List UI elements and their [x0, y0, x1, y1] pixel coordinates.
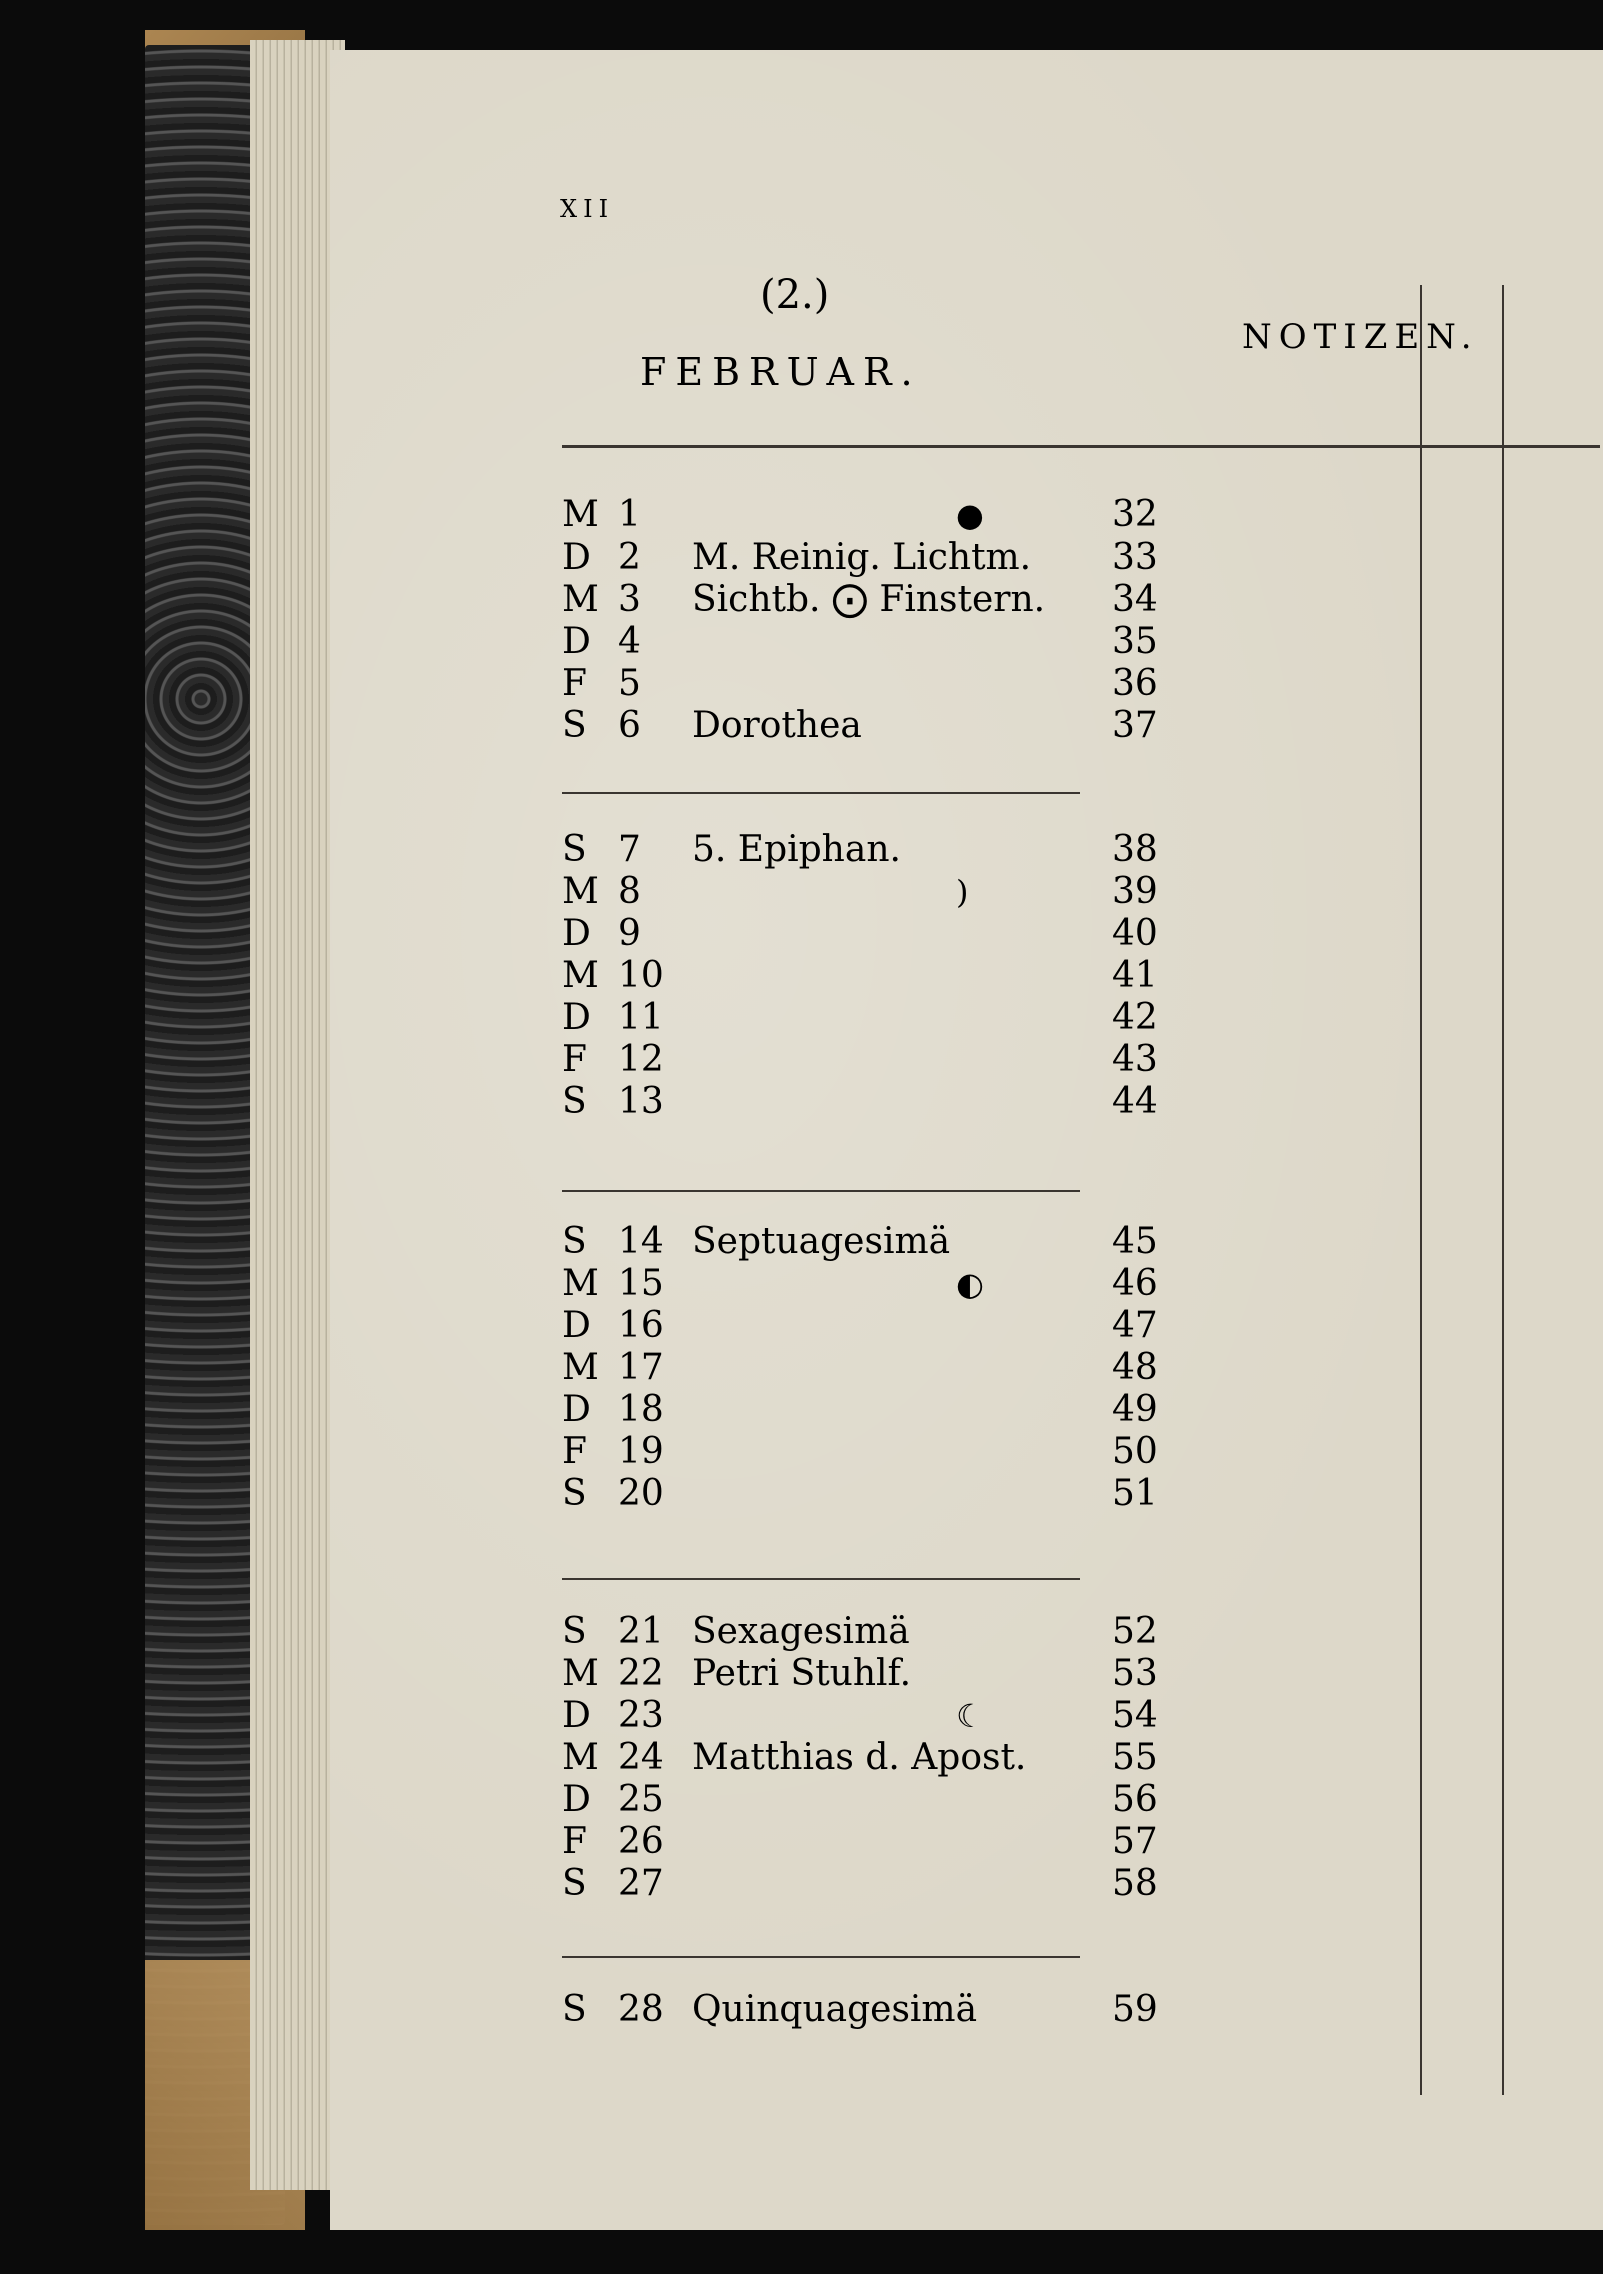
day-cell: 27 [618, 1863, 664, 1904]
weekday-cell: D [562, 913, 591, 954]
day-cell: 22 [618, 1653, 664, 1694]
weekday-cell: M [562, 1263, 599, 1304]
calendar-row [562, 956, 1162, 996]
day-of-year-cell: 56 [1112, 1779, 1158, 1820]
day-of-year-cell: 41 [1112, 955, 1158, 996]
day-cell: 8 [618, 871, 641, 912]
day-cell: 14 [618, 1221, 664, 1262]
day-cell: 4 [618, 621, 641, 662]
day-cell: 26 [618, 1821, 664, 1862]
header-rule [562, 445, 1600, 448]
day-cell: 28 [618, 1989, 664, 2030]
day-of-year-cell: 40 [1112, 913, 1158, 954]
calendar-row [562, 1612, 1162, 1652]
calendar-row [562, 1990, 1162, 2030]
notes-header: NOTIZEN. [1242, 317, 1479, 357]
event-cell: Sichtb. ⨀ Finstern. [692, 579, 1046, 620]
day-cell: 5 [618, 663, 641, 704]
day-of-year-cell: 58 [1112, 1863, 1158, 1904]
weekday-cell: D [562, 997, 591, 1038]
weekday-cell: D [562, 1305, 591, 1346]
calendar-row [562, 1390, 1162, 1430]
calendar-row [562, 1696, 1162, 1736]
day-of-year-cell: 34 [1112, 579, 1158, 620]
day-of-year-cell: 44 [1112, 1081, 1158, 1122]
day-cell: 12 [618, 1039, 664, 1080]
calendar-row [562, 1306, 1162, 1346]
calendar-row [562, 1040, 1162, 1080]
weekday-cell: M [562, 871, 599, 912]
day-cell: 16 [618, 1305, 664, 1346]
weekday-cell: F [562, 663, 587, 704]
day-cell: 6 [618, 705, 641, 746]
weekday-cell: S [562, 1863, 587, 1904]
day-of-year-cell: 45 [1112, 1221, 1158, 1262]
day-of-year-cell: 42 [1112, 997, 1158, 1038]
page-folio: XII [560, 195, 615, 223]
column-rule-left [1420, 285, 1422, 2095]
event-cell: 5. Epiphan. [692, 829, 901, 870]
moon-phase-icon: ) [956, 873, 969, 911]
day-of-year-cell: 38 [1112, 829, 1158, 870]
day-of-year-cell: 47 [1112, 1305, 1158, 1346]
weekday-cell: M [562, 494, 599, 535]
day-of-year-cell: 48 [1112, 1347, 1158, 1388]
calendar-row [562, 1654, 1162, 1694]
day-cell: 3 [618, 579, 641, 620]
calendar-row [562, 538, 1162, 578]
weekday-cell: D [562, 537, 591, 578]
day-of-year-cell: 39 [1112, 871, 1158, 912]
event-cell: Petri Stuhlf. [692, 1653, 912, 1694]
day-of-year-cell: 50 [1112, 1431, 1158, 1472]
day-of-year-cell: 49 [1112, 1389, 1158, 1430]
weekday-cell: F [562, 1821, 587, 1862]
day-of-year-cell: 43 [1112, 1039, 1158, 1080]
event-cell: Dorothea [692, 705, 862, 746]
weekday-cell: M [562, 1347, 599, 1388]
calendar-row [562, 1738, 1162, 1778]
week-separator [562, 1190, 1080, 1192]
weekday-cell: F [562, 1431, 587, 1472]
event-cell: Septuagesimä [692, 1221, 951, 1262]
calendar-row [562, 1474, 1162, 1514]
calendar-row [562, 664, 1162, 704]
day-of-year-cell: 33 [1112, 537, 1158, 578]
column-rule-right [1502, 285, 1504, 2095]
calendar-row [562, 1264, 1162, 1304]
week-separator [562, 1578, 1080, 1580]
calendar-row [562, 1432, 1162, 1472]
day-cell: 17 [618, 1347, 664, 1388]
day-cell: 11 [618, 997, 664, 1038]
day-of-year-cell: 46 [1112, 1263, 1158, 1304]
weekday-cell: S [562, 1611, 587, 1652]
weekday-cell: S [562, 829, 587, 870]
day-cell: 10 [618, 955, 664, 996]
day-cell: 21 [618, 1611, 664, 1652]
week-separator [562, 1956, 1080, 1958]
day-of-year-cell: 35 [1112, 621, 1158, 662]
day-of-year-cell: 54 [1112, 1695, 1158, 1736]
weekday-cell: S [562, 1989, 587, 2030]
weekday-cell: F [562, 1039, 587, 1080]
day-cell: 13 [618, 1081, 664, 1122]
day-of-year-cell: 37 [1112, 705, 1158, 746]
weekday-cell: S [562, 1473, 587, 1514]
week-separator [562, 792, 1080, 794]
calendar-row [562, 622, 1162, 662]
weekday-cell: M [562, 955, 599, 996]
month-title: FEBRUAR. [640, 350, 922, 394]
event-cell: Quinquagesimä [692, 1989, 978, 2030]
calendar-row [562, 872, 1162, 912]
day-cell: 2 [618, 537, 641, 578]
calendar-row [562, 1222, 1162, 1262]
day-of-year-cell: 53 [1112, 1653, 1158, 1694]
calendar-row [562, 914, 1162, 954]
month-number: (2.) [760, 272, 830, 318]
day-cell: 23 [618, 1695, 664, 1736]
moon-phase-icon: ◐ [956, 1265, 984, 1303]
weekday-cell: M [562, 579, 599, 620]
day-of-year-cell: 51 [1112, 1473, 1158, 1514]
weekday-cell: D [562, 1695, 591, 1736]
weekday-cell: S [562, 1221, 587, 1262]
day-of-year-cell: 57 [1112, 1821, 1158, 1862]
day-of-year-cell: 52 [1112, 1611, 1158, 1652]
event-cell: Sexagesimä [692, 1611, 910, 1652]
calendar-row [562, 1822, 1162, 1862]
day-cell: 7 [618, 829, 641, 870]
calendar-row [562, 495, 1162, 535]
day-cell: 20 [618, 1473, 664, 1514]
weekday-cell: S [562, 1081, 587, 1122]
day-cell: 25 [618, 1779, 664, 1820]
weekday-cell: D [562, 621, 591, 662]
event-cell: Matthias d. Apost. [692, 1737, 1027, 1778]
event-cell: M. Reinig. Lichtm. [692, 537, 1032, 578]
weekday-cell: S [562, 705, 587, 746]
day-of-year-cell: 32 [1112, 494, 1158, 535]
moon-phase-icon: ☾ [956, 1697, 985, 1735]
day-cell: 9 [618, 913, 641, 954]
day-cell: 19 [618, 1431, 664, 1472]
calendar-row [562, 998, 1162, 1038]
day-of-year-cell: 36 [1112, 663, 1158, 704]
calendar-row [562, 580, 1162, 620]
moon-phase-icon: ● [956, 496, 984, 534]
calendar-row [562, 1780, 1162, 1820]
weekday-cell: M [562, 1653, 599, 1694]
weekday-cell: D [562, 1779, 591, 1820]
day-cell: 18 [618, 1389, 664, 1430]
calendar-row [562, 1864, 1162, 1904]
day-cell: 24 [618, 1737, 664, 1778]
day-cell: 1 [618, 494, 641, 535]
calendar-row [562, 1082, 1162, 1122]
day-of-year-cell: 55 [1112, 1737, 1158, 1778]
weekday-cell: M [562, 1737, 599, 1778]
calendar-row [562, 1348, 1162, 1388]
day-cell: 15 [618, 1263, 664, 1304]
calendar-row [562, 706, 1162, 746]
weekday-cell: D [562, 1389, 591, 1430]
day-of-year-cell: 59 [1112, 1989, 1158, 2030]
calendar-row [562, 830, 1162, 870]
